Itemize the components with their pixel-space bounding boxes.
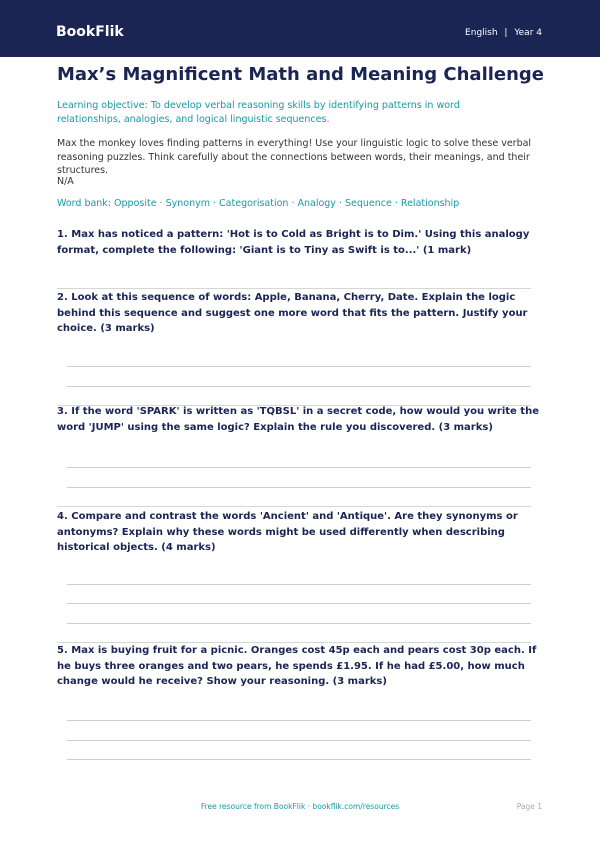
page-header xyxy=(0,0,600,57)
separator: | xyxy=(504,28,508,38)
question-4: 4. Compare and contrast the words 'Ancient' and 'Antique'. Are they synonyms or antonyms? Explain why these words might be used differently when describing historical objects. (4 marks) xyxy=(57,511,518,553)
question-3: 3. If the word 'SPARK' is written as 'TQBSL' in a secret code, how would you write the word 'JUMP' using the same logic? Explain the rule you discovered. (3 marks) xyxy=(57,406,539,433)
answer-line xyxy=(67,467,531,468)
page-number: Page 1 xyxy=(516,802,542,811)
answer-line xyxy=(67,759,531,760)
question-1: 1. Max has noticed a pattern: 'Hot is to Cold as Bright is to Dim.' Using this analogy format, complete the following: 'Giant is to Tiny as Swift is to...' (1 mark) xyxy=(57,229,530,256)
learning-objective: Learning objective: To develop verbal reasoning skills by identifying patterns in word relationships, analogies, and logical linguistic sequences. xyxy=(57,100,460,125)
brand-logo: BookFlik xyxy=(56,24,124,40)
na-text: N/A xyxy=(57,176,74,187)
question-5: 5. Max is buying fruit for a picnic. Oranges cost 45p each and pears cost 30p each. If he buys three oranges and two pears, he spends £1.95. If he had £5.00, how much change would he receive? Show your reasoning. (3 marks) xyxy=(57,645,537,687)
answer-line xyxy=(67,584,531,585)
answer-line xyxy=(67,623,531,624)
intro-text: Max the monkey loves finding patterns in everything! Use your linguistic logic to solve these verbal reasoning puzzles. Think carefully about the connections between words, their meanings, and their structures. xyxy=(57,138,532,176)
answer-line xyxy=(67,603,531,604)
question-divider xyxy=(57,506,531,507)
worksheet-title: Max’s Magnificent Math and Meaning Challenge xyxy=(57,64,545,85)
subject-label: English xyxy=(465,28,498,38)
answer-line xyxy=(67,740,531,741)
answer-line xyxy=(67,366,531,367)
year-label: Year 4 xyxy=(514,28,542,38)
question-2: 2. Look at this sequence of words: Apple, Banana, Cherry, Date. Explain the logic behind this sequence and suggest one more word that fits the pattern. Justify your choice. (3 marks) xyxy=(57,292,528,334)
word-bank: Word bank: Opposite · Synonym · Categorisation · Analogy · Sequence · Relationship xyxy=(57,198,460,209)
answer-line xyxy=(67,386,531,387)
answer-line xyxy=(67,720,531,721)
footer-text: Free resource from BookFlik · bookflik.com/resources xyxy=(200,802,400,811)
subject-year-label xyxy=(465,27,542,39)
answer-line xyxy=(67,487,531,488)
question-divider xyxy=(57,288,531,289)
